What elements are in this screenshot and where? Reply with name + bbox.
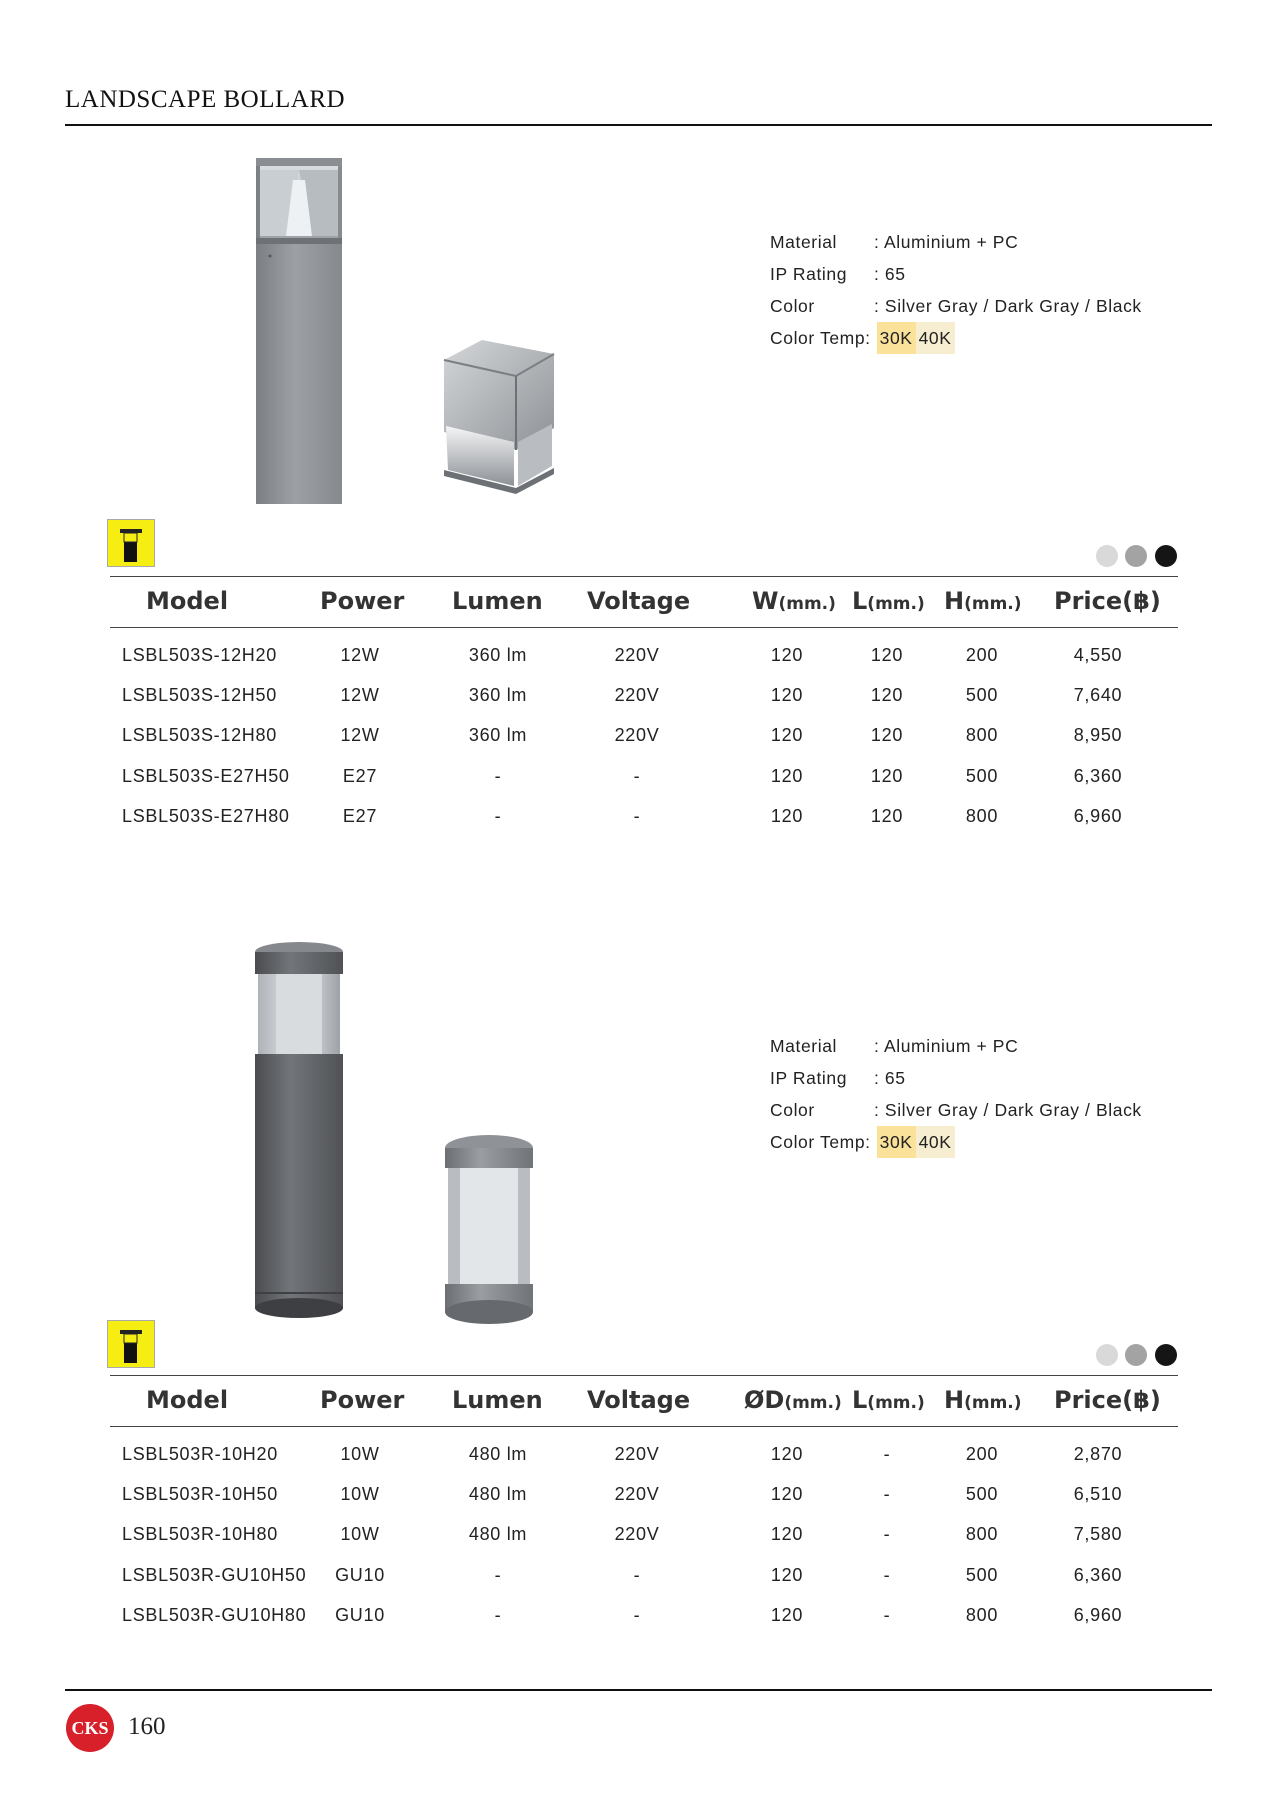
- page-title: LANDSCAPE BOLLARD: [65, 86, 346, 113]
- table-row-price: 8,950: [1073, 725, 1123, 745]
- table-row-l: -: [883, 1484, 891, 1504]
- table-row-model: LSBL503S-12H20: [122, 645, 277, 665]
- table-row-model: LSBL503S-12H50: [122, 685, 277, 705]
- table-row-price: 6,960: [1073, 1605, 1123, 1625]
- product1-specs: [770, 226, 1142, 354]
- brand-logo: CKS: [66, 1704, 114, 1752]
- table-row-voltage: 220V: [614, 725, 660, 745]
- table-row-price: 7,640: [1073, 685, 1123, 705]
- table-row-price: 6,360: [1073, 1565, 1123, 1585]
- table-row-lumen: -: [494, 1565, 502, 1585]
- col-w-label: W: [752, 587, 779, 615]
- table-row-lumen: 480 lm: [468, 1524, 528, 1544]
- material-value: : Aluminium + PC: [874, 232, 1019, 252]
- table-row-voltage: 220V: [614, 645, 660, 665]
- table-row-price: 7,580: [1073, 1524, 1123, 1544]
- col-lumen-header: Lumen: [452, 1386, 543, 1414]
- swatch-silver-gray: [1096, 545, 1118, 567]
- color-temp-40k: 40K: [916, 1126, 955, 1158]
- table-row-price: 4,550: [1073, 645, 1123, 665]
- swatch-silver-gray: [1096, 1344, 1118, 1366]
- table-row-lumen: -: [494, 806, 502, 826]
- col-w-unit: (mm.): [778, 594, 836, 614]
- table-row-model: LSBL503R-10H20: [122, 1444, 278, 1464]
- table-row-model: LSBL503S-12H80: [122, 725, 277, 745]
- col-l-label: L: [852, 587, 868, 615]
- table-row-lumen: -: [494, 766, 502, 786]
- table-row-voltage: -: [633, 806, 641, 826]
- material-value: : Aluminium + PC: [874, 1036, 1019, 1056]
- col-l-label: L: [852, 1386, 868, 1414]
- col-l-unit: (mm.): [867, 1393, 925, 1413]
- table2-header-line: [110, 1426, 1178, 1427]
- swatch-black: [1155, 545, 1177, 567]
- col-diameter-header: [744, 1386, 842, 1414]
- col-l-header: [852, 1386, 925, 1414]
- table-row-w: 120: [770, 725, 804, 745]
- table-row-h: 800: [965, 1605, 999, 1625]
- table-row-l: -: [883, 1605, 891, 1625]
- table-row-l: 120: [870, 645, 904, 665]
- col-diameter-label: ØD: [744, 1386, 785, 1414]
- table-row-model: LSBL503S-E27H80: [122, 806, 290, 826]
- table-row-diameter: 120: [770, 1565, 804, 1585]
- mounting-warning-icon: [107, 519, 155, 567]
- color-value: : Silver Gray / Dark Gray / Black: [874, 296, 1142, 316]
- table-row-h: 500: [965, 1565, 999, 1585]
- table-row-voltage: 220V: [614, 1524, 660, 1544]
- round-tall-bollard-image: [250, 942, 350, 1330]
- col-price-header: Price(฿): [1054, 1386, 1161, 1414]
- color-temp-30k: 30K: [877, 322, 916, 354]
- material-label: Material: [770, 1036, 838, 1056]
- mounting-warning-icon: [107, 1320, 155, 1368]
- table-row-lumen: 480 lm: [468, 1444, 528, 1464]
- col-l-unit: (mm.): [867, 594, 925, 614]
- table-row-model: LSBL503R-GU10H50: [122, 1565, 307, 1585]
- table-row-price: 6,360: [1073, 766, 1123, 786]
- header-divider: [65, 124, 1212, 126]
- col-h-header: [944, 587, 1022, 615]
- table-row-power: 12W: [340, 685, 380, 705]
- color-value: : Silver Gray / Dark Gray / Black: [874, 1100, 1142, 1120]
- table-row-lumen: -: [494, 1605, 502, 1625]
- col-h-label: H: [944, 587, 965, 615]
- table-row-h: 800: [965, 725, 999, 745]
- col-w-header: [752, 587, 836, 615]
- table-row-diameter: 120: [770, 1524, 804, 1544]
- table-row-diameter: 120: [770, 1484, 804, 1504]
- table-row-power: 12W: [340, 645, 380, 665]
- table-row-lumen: 360 lm: [468, 685, 528, 705]
- table-row-h: 800: [965, 1524, 999, 1544]
- table-row-power: 10W: [340, 1484, 380, 1504]
- col-voltage-header: Voltage: [587, 1386, 691, 1414]
- table-row-price: 6,510: [1073, 1484, 1123, 1504]
- table1-top-line: [110, 576, 1178, 577]
- color-temp-label: Color Temp:: [770, 1132, 871, 1152]
- table-row-w: 120: [770, 766, 804, 786]
- page-number: 160: [128, 1713, 166, 1740]
- table-row-lumen: 360 lm: [468, 645, 528, 665]
- col-h-header: [944, 1386, 1022, 1414]
- col-model-header: Model: [146, 1386, 229, 1414]
- color-temp-label: Color Temp:: [770, 328, 871, 348]
- col-h-label: H: [944, 1386, 965, 1414]
- col-model-header: Model: [146, 587, 229, 615]
- table-row-h: 800: [965, 806, 999, 826]
- table-row-l: -: [883, 1565, 891, 1585]
- col-h-unit: (mm.): [964, 594, 1022, 614]
- col-h-unit: (mm.): [964, 1393, 1022, 1413]
- table-row-l: 120: [870, 725, 904, 745]
- table-row-lumen: 480 lm: [468, 1484, 528, 1504]
- table-row-voltage: -: [633, 1605, 641, 1625]
- color-label: Color: [770, 296, 815, 316]
- col-price-header: Price(฿): [1054, 587, 1161, 615]
- table-row-h: 500: [965, 766, 999, 786]
- table-row-power: GU10: [335, 1605, 385, 1625]
- product2-specs: [770, 1030, 1142, 1158]
- round-short-bollard-image: [440, 1134, 540, 1330]
- col-diameter-unit: (mm.): [784, 1393, 842, 1413]
- square-short-bollard-image: [442, 338, 562, 496]
- color-label: Color: [770, 1100, 815, 1120]
- table-row-l: 120: [870, 766, 904, 786]
- ip-rating-value: : 65: [874, 264, 906, 284]
- table1-header-line: [110, 627, 1178, 628]
- table-row-h: 500: [965, 685, 999, 705]
- table-row-voltage: 220V: [614, 685, 660, 705]
- footer-divider: [65, 1689, 1212, 1691]
- table-row-w: 120: [770, 806, 804, 826]
- col-power-header: Power: [320, 587, 405, 615]
- swatch-dark-gray: [1125, 1344, 1147, 1366]
- table-row-l: -: [883, 1444, 891, 1464]
- table-row-power: 10W: [340, 1444, 380, 1464]
- table-row-diameter: 120: [770, 1444, 804, 1464]
- table-row-l: -: [883, 1524, 891, 1544]
- table-row-power: E27: [342, 806, 378, 826]
- swatch-dark-gray: [1125, 545, 1147, 567]
- table-row-model: LSBL503S-E27H50: [122, 766, 290, 786]
- ip-rating-label: IP Rating: [770, 264, 848, 284]
- table-row-power: 12W: [340, 725, 380, 745]
- table-row-diameter: 120: [770, 1605, 804, 1625]
- table-row-voltage: 220V: [614, 1484, 660, 1504]
- col-power-header: Power: [320, 1386, 405, 1414]
- ip-rating-label: IP Rating: [770, 1068, 848, 1088]
- col-voltage-header: Voltage: [587, 587, 691, 615]
- ip-rating-value: : 65: [874, 1068, 906, 1088]
- table2-top-line: [110, 1375, 1178, 1376]
- table-row-l: 120: [870, 685, 904, 705]
- table-row-l: 120: [870, 806, 904, 826]
- table-row-price: 2,870: [1073, 1444, 1123, 1464]
- col-lumen-header: Lumen: [452, 587, 543, 615]
- table-row-w: 120: [770, 645, 804, 665]
- table-row-h: 500: [965, 1484, 999, 1504]
- table-row-voltage: 220V: [614, 1444, 660, 1464]
- table-row-voltage: -: [633, 1565, 641, 1585]
- col-l-header: [852, 587, 925, 615]
- material-label: Material: [770, 232, 838, 252]
- table-row-h: 200: [965, 1444, 999, 1464]
- color-temp-40k: 40K: [916, 322, 955, 354]
- table-row-model: LSBL503R-GU10H80: [122, 1605, 307, 1625]
- table-row-lumen: 360 lm: [468, 725, 528, 745]
- table-row-w: 120: [770, 685, 804, 705]
- table-row-power: 10W: [340, 1524, 380, 1544]
- table-row-h: 200: [965, 645, 999, 665]
- color-temp-30k: 30K: [877, 1126, 916, 1158]
- table-row-power: GU10: [335, 1565, 385, 1585]
- table-row-power: E27: [342, 766, 378, 786]
- table-row-model: LSBL503R-10H80: [122, 1524, 278, 1544]
- square-tall-bollard-image: [250, 158, 350, 504]
- table-row-model: LSBL503R-10H50: [122, 1484, 278, 1504]
- swatch-black: [1155, 1344, 1177, 1366]
- table-row-price: 6,960: [1073, 806, 1123, 826]
- table-row-voltage: -: [633, 766, 641, 786]
